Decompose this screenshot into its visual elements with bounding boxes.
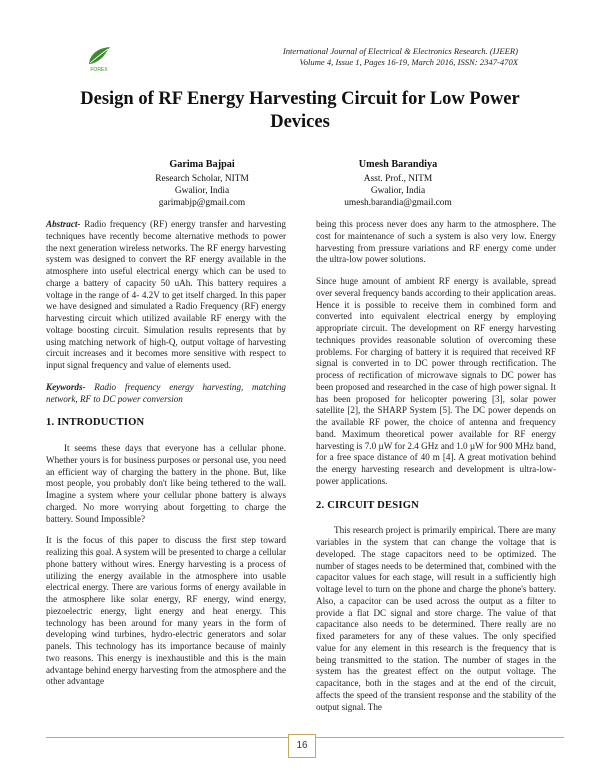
author-role: Research Scholar, NITM xyxy=(155,174,249,184)
keywords-label: Keywords- xyxy=(46,381,86,392)
abstract-label: Abstract- xyxy=(46,219,81,229)
section-heading-circuit-design: 2. CIRCUIT DESIGN xyxy=(316,499,419,511)
paper-title: Design of RF Energy Harvesting Circuit for Low Power Devices xyxy=(80,89,520,132)
journal-volume-info: Volume 4, Issue 1, Pages 16-19, March 2016, ISSN: 2347-470X xyxy=(299,57,518,67)
author-location: Gwalior, India xyxy=(370,186,426,196)
page-number: 16 xyxy=(288,734,316,758)
left-column xyxy=(46,219,286,698)
abstract xyxy=(46,219,286,372)
section-heading-introduction: 1. INTRODUCTION xyxy=(46,417,145,429)
journal-logo xyxy=(84,44,114,72)
right-column xyxy=(316,219,556,723)
keywords xyxy=(46,382,286,406)
paragraph: being this process never does any harm to the atmosphere. The cost for maintenance of such a system is also very low. Energy harvesting from pressure variations and RF energy come under the ultra-low power solutions. xyxy=(316,219,556,265)
journal-header xyxy=(188,46,518,68)
paragraph: It is the focus of this paper to discuss the first step toward realizing this goal. A system will be presented to charge a cellular phone battery without wires. Energy harvesting is a process of utilizing the energy available in the atmosphere into usable electrical energy. There are various forms of energy available in the atmosphere like solar energy, RF energy, wind energy, piezoelectric energy, light energy and heat energy. This technology has been around for many years in the form of developing wind turbines, hydro-electric generators and solar panels. This technology has its importance because of mainly two reasons. This energy is inexhaustible and this is the main advantage behind energy harvesting from the atmosphere and the other advantage xyxy=(46,535,286,687)
author-name: Garima Bajpai xyxy=(169,159,235,170)
keywords-text: Radio frequency energy harvesting, matching network, RF to DC power conversion xyxy=(46,381,286,404)
abstract-text: Radio frequency (RF) energy transfer and harvesting techniques have recently become alternative methods to power the next generation wireless networks. The RF energy harvesting system was designed to convert the RF energy available in the atmosphere into useful electrical energy which can be used to charge a battery of capacity 50 uAh. This battery requires a voltage in the range of 4- 4.2V to get itself charged. In this paper we have designed and simulated a Radio Frequency (RF) energy harvesting circuit which utilized available RF energy with the voltage boosting circuit. Simulation results represents that by using matching network of high-Q, output voltage of harvesting circuit increases and it becomes more sensitive with respect to input signal frequency and value of elements used. xyxy=(46,219,286,370)
author-email: garimabjp@gmail.com xyxy=(158,198,246,208)
paragraph: It seems these days that everyone has a cellular phone. Whether yours is for business purposes or personal use, you need an efficient way of charging the battery in the phone. But, like most people, you probably don't like being tethered to the wall. Imagine a system where your cellular phone battery is always charged. No more worrying about forgetting to charge the battery. Sound Impossible? xyxy=(46,443,286,524)
author-block-2 xyxy=(298,159,498,209)
author-role: Asst. Prof., NITM xyxy=(363,174,433,184)
logo-text: FOREX xyxy=(90,67,108,72)
author-name: Umesh Barandiya xyxy=(358,159,438,170)
leaf-logo-icon xyxy=(84,44,114,72)
paragraph: This research project is primarily empirical. There are many variables in the system that can change the voltage that is developed. The stage capacitors need to be optimized. The number of stages needs to be determined that, combined with the capacitor values for each stage, will result in a sufficiently high voltage level to turn on the phone and charge the phone's battery. Also, a capacitor can be used across the output as a filter to provide a flat DC signal and store charge. The value of that capacitance also needs to be determined. There really are no fixed parameters for any of these values. The only specified value for any element in this research is the frequency that is being transmitted to the station. The number of stages in the system has the greatest effect on the output voltage. The capacitance, both in the stages and at the end of the circuit, affects the speed of the transient response and the stability of the output signal. The xyxy=(316,525,556,712)
journal-name: International Journal of Electrical & Electronics Research. (IJEER) xyxy=(282,46,518,56)
author-email: umesh.barandia@gmail.com xyxy=(344,198,452,208)
author-location: Gwalior, India xyxy=(174,186,230,196)
author-block-1 xyxy=(102,159,302,209)
paragraph: Since huge amount of ambient RF energy is available, spread over several frequency bands according to their application areas. Hence it is possible to receive them in combined form and converted into equivalent electrical energy by employing appropriate circuit. The development on RF energy harvesting techniques provides reasonable solution of overcoming these problems. For charging of battery it is required that received RF signal is converted in to DC power through rectification. The process of rectification of microwave signals to DC power has been proposed and researched in the case of high power signal. It has been proposed for helicopter powering [3], solar power satellite [2], the SHARP System [5]. The DC power depends on the available RF power, the choice of antenna and frequency band. Maximum theoretical power available for RF energy harvesting is 7.0 µW for 2.4 GHz and 1.0 µW for 900 MHz band, for a free space distance of 40 m [4]. A great motivation behind the energy harvesting research and development is ultra-low-power applications. xyxy=(316,276,556,486)
